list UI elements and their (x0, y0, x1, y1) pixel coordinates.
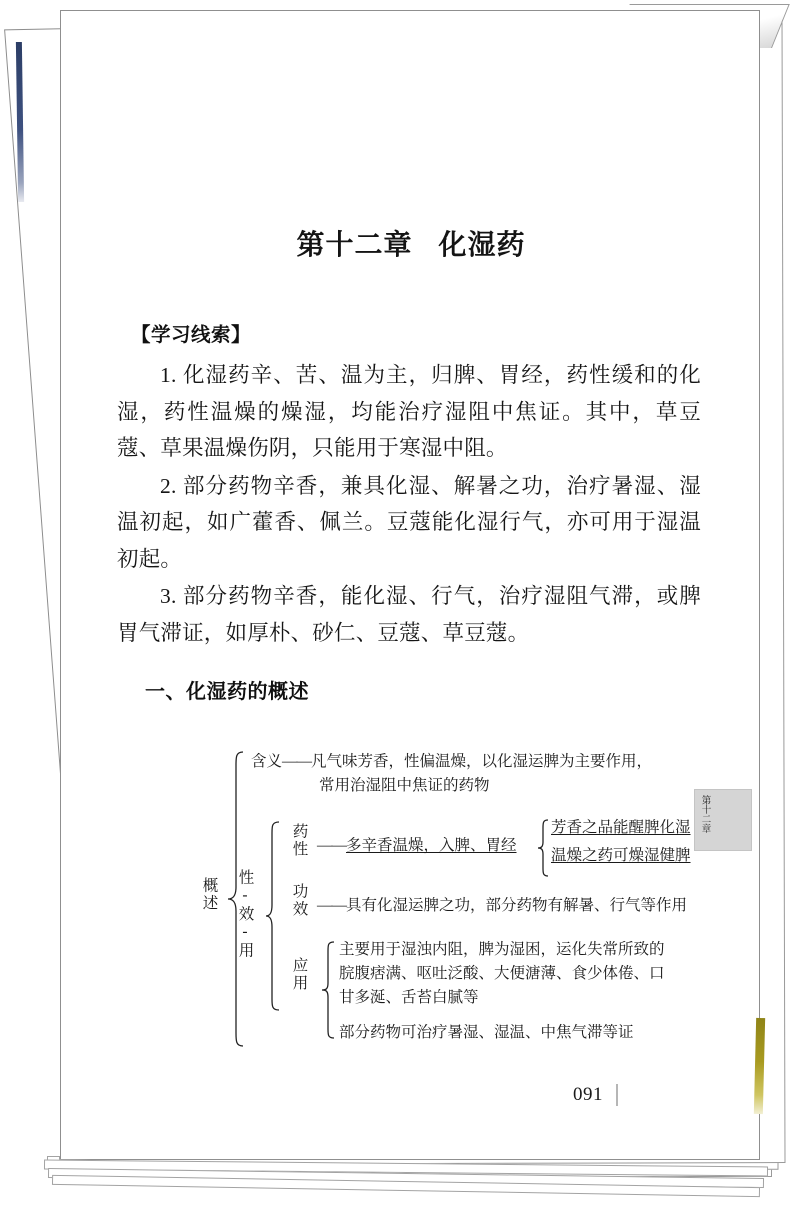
diagram-nature-sub-2: 温燥之药可燥湿健脾 (551, 847, 691, 864)
study-clue-item-1: 1. 化湿药辛、苦、温为主，归脾、胃经，药性缓和的化湿，药性温燥的燥湿，均能治疗湿阻中焦证。其中，草豆蔻、草果温燥伤阴，只能用于寒湿中阻。 (117, 363, 701, 460)
chapter-thumb-tab (694, 789, 752, 851)
diagram-application-line4: 部分药物可治疗暑湿、湿温、中焦气滞等证 (339, 1024, 634, 1041)
diagram-nature-text: 多辛香温燥，入脾、胃经 (346, 837, 517, 854)
chapter-thumb-tab-label: 第十二章 (699, 795, 711, 833)
diagram-application-line2: 脘腹痞满、呕吐泛酸、大便溏薄、食少体倦、口 (339, 965, 665, 982)
folio-rule (616, 1084, 618, 1106)
diagram-application-line1: 主要用于湿浊内阻，脾为湿困，运化失常所致的 (339, 941, 665, 958)
overview-bracket-diagram (179, 747, 751, 1053)
diagram-nature-dash: —— (317, 837, 346, 854)
study-clues-label: 【学习线索】 (131, 323, 252, 346)
diagram-effect-text: 具有化湿运脾之功，部分药物有解暑、行气等作用 (346, 897, 688, 914)
diagram-definition-line2: 常用治湿阻中焦证的药物 (319, 777, 490, 794)
book-page (60, 10, 760, 1160)
diagram-effect-label: 功效 (290, 883, 308, 918)
folio (573, 1084, 618, 1106)
diagram-nature-sub-1: 芳香之品能醒脾化湿 (551, 819, 691, 836)
diagram-nature-label: 药性 (290, 823, 308, 858)
diagram-branch-label: 性-效-用 (236, 869, 254, 960)
diagram-application-label: 应用 (290, 957, 308, 992)
diagram-definition-line1: 凡气味芳香，性偏温燥，以化湿运脾为主要作用， (311, 753, 653, 770)
diagram-effect-row (317, 895, 687, 917)
diagram-root-label: 概述 (200, 877, 218, 912)
page-title (61, 223, 761, 263)
diagram-application-line3: 甘多涎、舌苔白腻等 (339, 989, 479, 1006)
chapter-title-name: 化湿药 (438, 228, 526, 261)
section-heading-overview: 一、化湿药的概述 (145, 679, 309, 703)
nature-sub-brace (537, 819, 550, 877)
nature-effect-application-brace (265, 821, 281, 1011)
study-clue-item-3: 3. 部分药物辛香，能化湿、行气，治疗湿阻气滞，或脾胃气滞证，如厚朴、砂仁、豆蔻、草豆蔻。 (117, 584, 701, 645)
diagram-nature-row (317, 835, 517, 857)
diagram-definition-label: 含义 (251, 753, 283, 770)
page-body (117, 319, 701, 704)
study-clue-item-2: 2. 部分药物辛香，兼具化湿、解暑之功，治疗暑湿、湿温初起，如广藿香、佩兰。豆蔻能化湿行气，亦可用于湿温初起。 (117, 473, 701, 571)
diagram-definition-row (251, 751, 652, 773)
application-brace (321, 941, 336, 1039)
page-number: 091 (573, 1084, 603, 1105)
diagram-definition-dash: —— (282, 753, 312, 770)
diagram-effect-dash: —— (317, 897, 346, 914)
chapter-title-number: 第十二章 (296, 228, 413, 261)
